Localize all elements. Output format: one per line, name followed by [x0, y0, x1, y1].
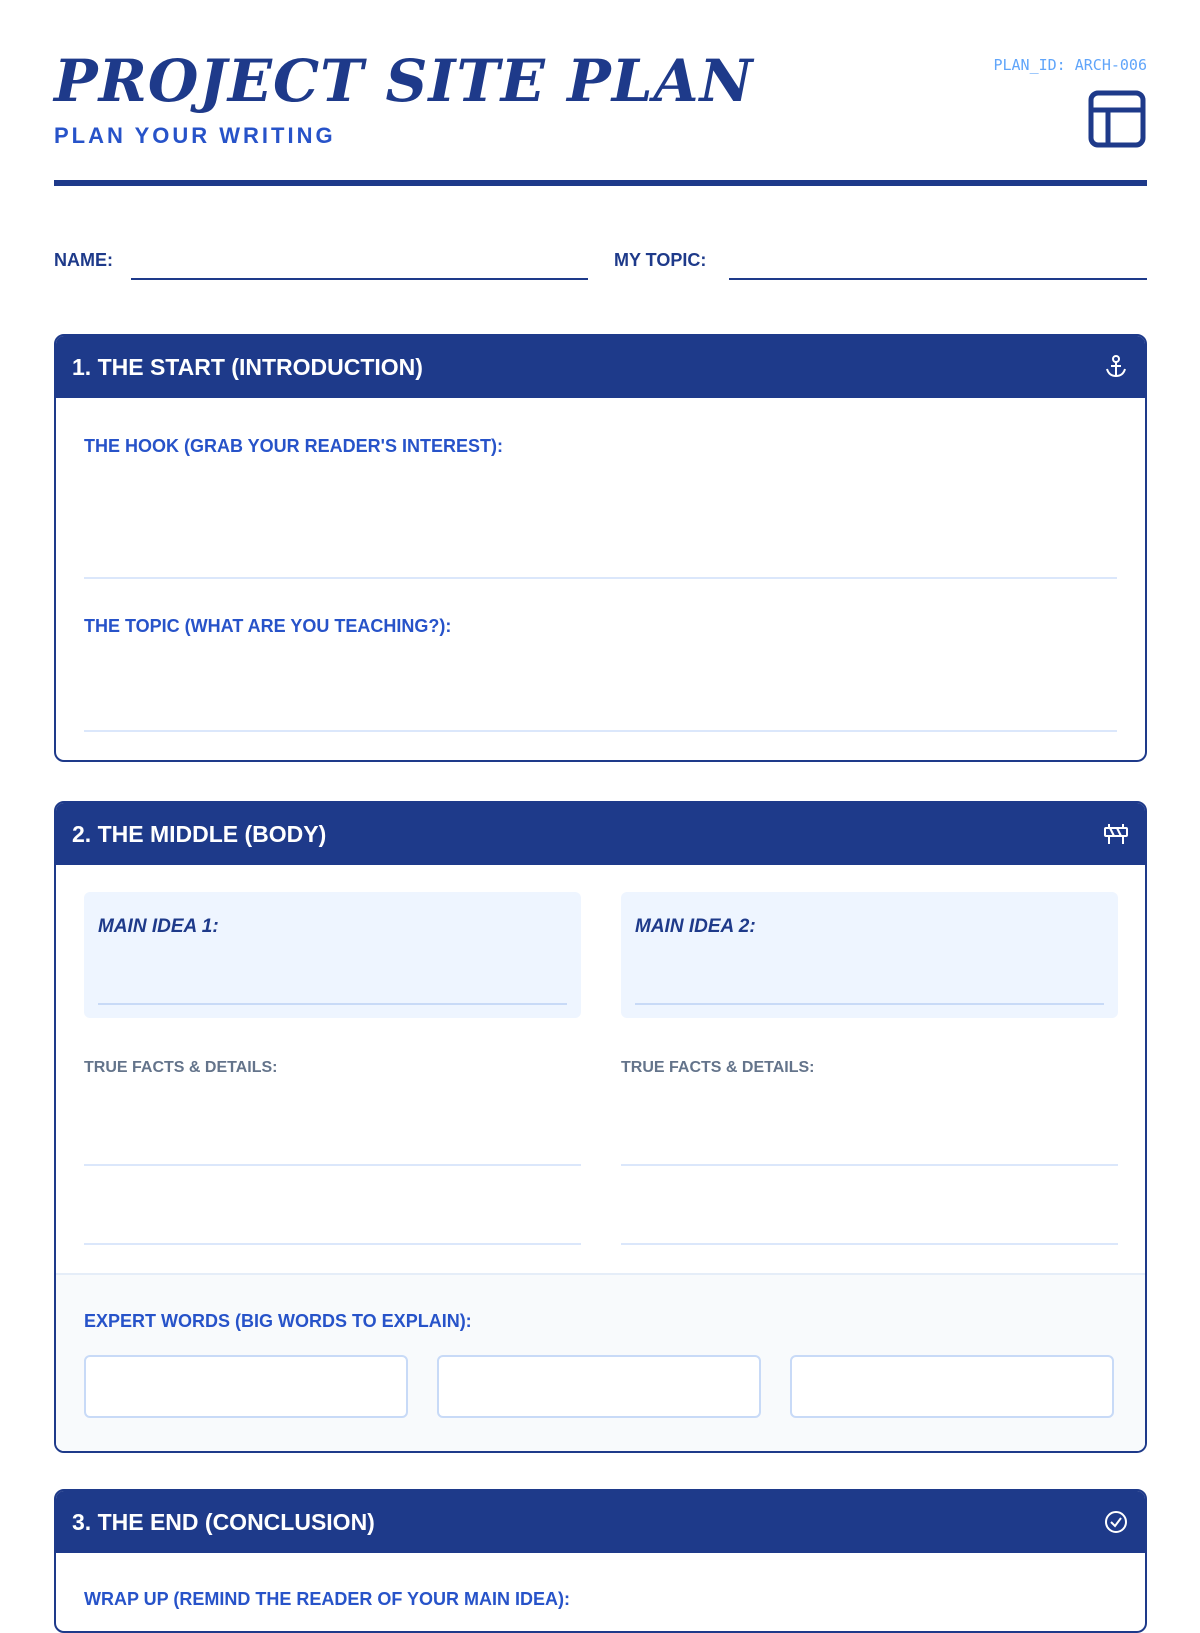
check-circle-icon [1103, 1509, 1129, 1535]
section-header [56, 1491, 1145, 1553]
topic-prompt: THE TOPIC (WHAT ARE YOU TEACHING?): [84, 616, 452, 636]
facts-label-2: TRUE FACTS & DETAILS: [621, 1059, 815, 1076]
hook-write-line[interactable] [84, 577, 1117, 579]
header-divider [54, 180, 1147, 186]
facts-label-1: TRUE FACTS & DETAILS: [84, 1059, 278, 1076]
main-idea-2-box[interactable] [621, 892, 1118, 1018]
plan-id: PLAN_ID: ARCH-006 [993, 56, 1147, 74]
section-header [56, 803, 1145, 865]
topic-field[interactable] [729, 278, 1147, 280]
topic-write-line[interactable] [84, 730, 1117, 732]
main-idea-2-label: MAIN IDEA 2: [635, 916, 756, 937]
expert-word-box-1[interactable] [84, 1355, 408, 1418]
section-conclusion [54, 1489, 1147, 1633]
expert-word-box-3[interactable] [790, 1355, 1114, 1418]
main-idea-1-box[interactable] [84, 892, 581, 1018]
facts-1-line-2[interactable] [84, 1243, 581, 1245]
facts-1-line-1[interactable] [84, 1164, 581, 1166]
section-introduction [54, 334, 1147, 762]
section-title: 2. THE MIDDLE (BODY) [72, 820, 327, 847]
expert-word-box-2[interactable] [437, 1355, 761, 1418]
section-title: 3. THE END (CONCLUSION) [72, 1508, 375, 1535]
name-label: NAME: [54, 250, 113, 270]
layout-icon [1088, 90, 1146, 148]
wrap-up-prompt: WRAP UP (REMIND THE READER OF YOUR MAIN IDEA): [84, 1589, 571, 1609]
page-subtitle: PLAN YOUR WRITING [54, 123, 336, 148]
facts-2-line-2[interactable] [621, 1243, 1118, 1245]
expert-words-area [56, 1273, 1145, 1451]
section-header [56, 336, 1145, 398]
page-title: PROJECT SITE PLAN [54, 47, 754, 115]
main-idea-1-label: MAIN IDEA 1: [98, 916, 219, 937]
expert-words-label: EXPERT WORDS (BIG WORDS TO EXPLAIN): [84, 1311, 472, 1331]
facts-2-line-1[interactable] [621, 1164, 1118, 1166]
topic-label: MY TOPIC: [614, 250, 707, 270]
section-body [54, 801, 1147, 1453]
main-idea-1-line [98, 1003, 567, 1005]
barrier-icon [1103, 821, 1129, 847]
hook-prompt: THE HOOK (GRAB YOUR READER'S INTEREST): [84, 436, 503, 456]
anchor-icon [1103, 354, 1129, 380]
name-field[interactable] [131, 278, 588, 280]
section-title: 1. THE START (INTRODUCTION) [72, 353, 423, 380]
main-idea-2-line [635, 1003, 1104, 1005]
